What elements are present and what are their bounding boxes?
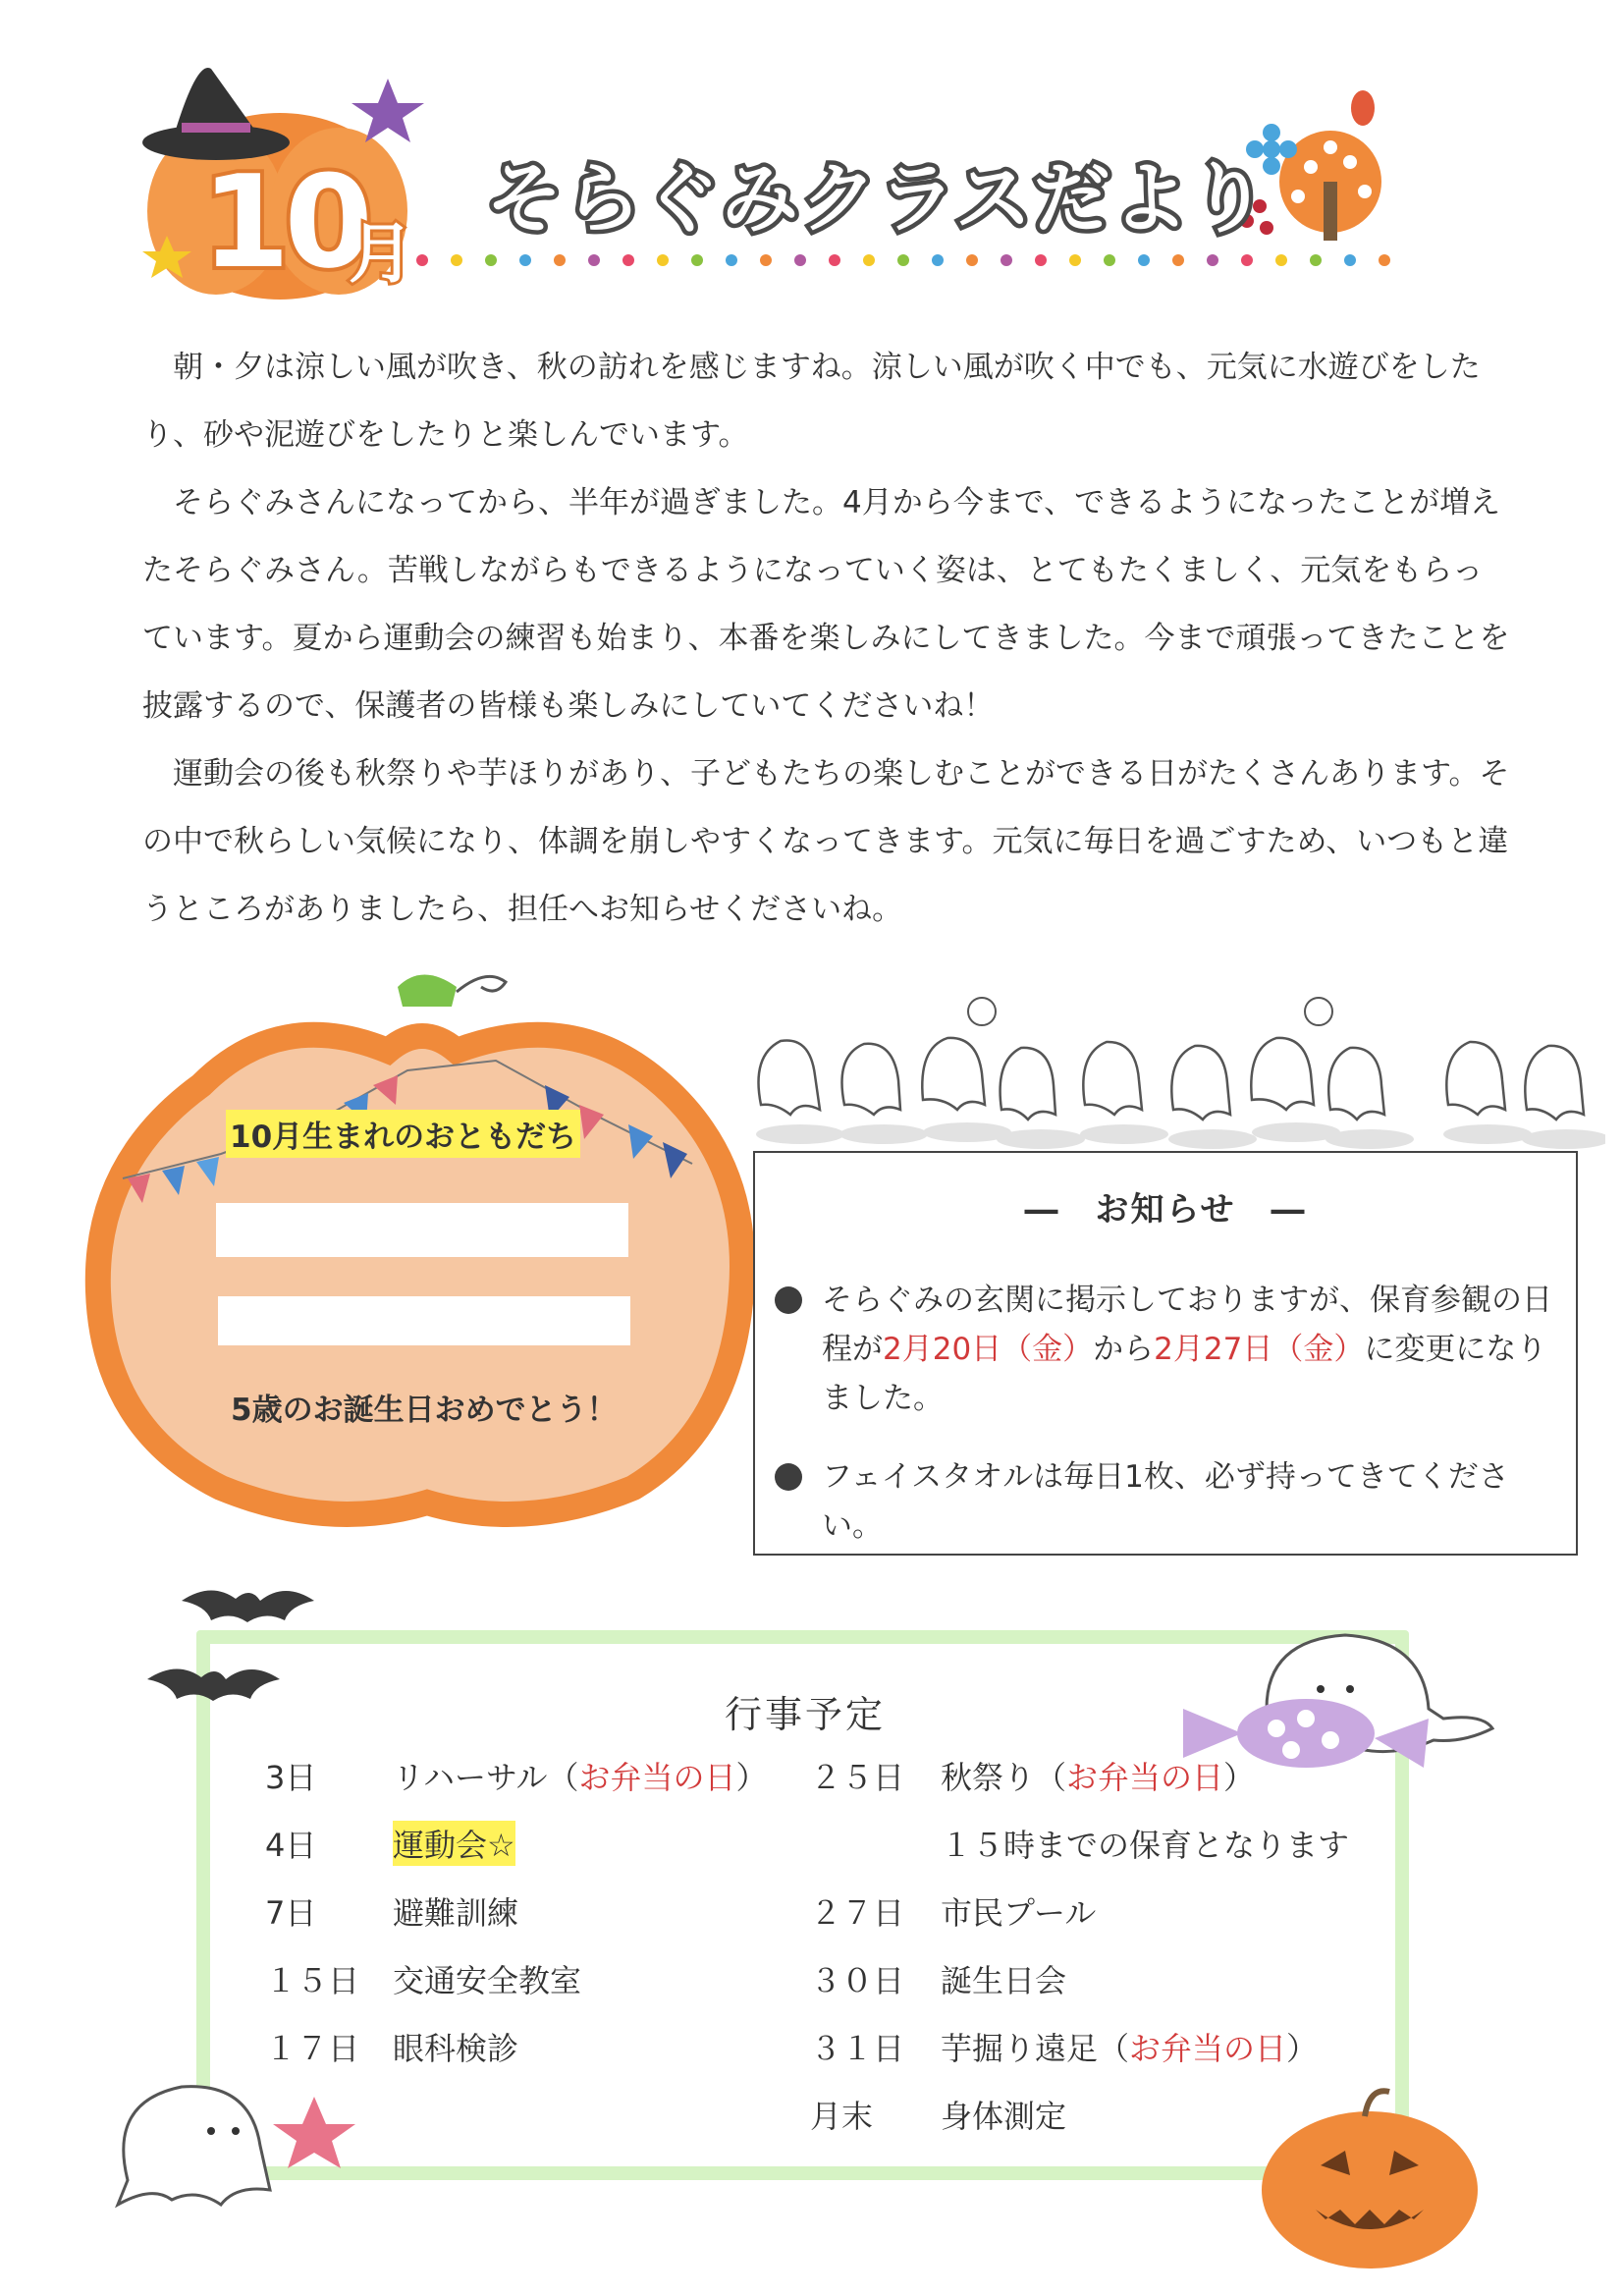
notice-item <box>775 1276 1560 1423</box>
dotted-line <box>416 254 1390 266</box>
notice-date: 2月27日（金） <box>1154 1332 1365 1367</box>
event-day: １５日 <box>265 1962 360 1999</box>
intro-paragraph: そらぐみさんになってから、半年が過ぎました。4月から今まで、できるようになったことが増えたそらぐみさん。苦戦しながらもできるようになっていく姿は、とてもたくましく、元気をもらっています。夏から運動会の練習も始まり、本番を楽しみにしてきました。今まで頑張ってきたことを披露するので、保護者の皆様も楽しみにしていてくださいね！ <box>142 485 1510 724</box>
leaf-icon <box>1351 90 1375 126</box>
event-text: 運動会☆ <box>393 1821 515 1866</box>
event-text: １５時までの保育となります <box>941 1827 1350 1864</box>
notice-item <box>775 1452 1560 1551</box>
intro-paragraph: 朝・夕は涼しい風が吹き、秋の訪れを感じますね。涼しい風が吹く中でも、元気に水遊びをしたり、砂や泥遊びをしたりと楽しんでいます。 <box>142 350 1481 453</box>
intro-paragraph: 運動会の後も秋祭りや芋ほりがあり、子どもたちの楽しむことができる日がたくさんあります。その中で秋らしい気候になり、体調を崩しやすくなってきます。元気に毎日を過ごすため、いつもと違うところがありましたら、担任へお知らせくださいね。 <box>142 756 1510 927</box>
event-day: ２７日 <box>810 1894 905 1932</box>
ghost-icon <box>1525 1046 1584 1120</box>
event-day: 7日 <box>265 1894 317 1932</box>
month-number: 10 <box>201 147 367 297</box>
jack-o-lantern-icon <box>1262 2091 1478 2269</box>
ghost-icon <box>1328 1048 1384 1120</box>
event-day: １７日 <box>265 2030 360 2067</box>
notice-box <box>753 1151 1578 1556</box>
schedule-decorations <box>0 1571 1623 2296</box>
bullet-icon <box>775 1286 802 1314</box>
ghost-icon <box>842 1044 901 1115</box>
pumpkin-frame <box>83 967 761 1547</box>
birthday-pumpkin <box>83 967 761 1547</box>
month-kanji: 月 <box>349 216 413 292</box>
event-text: 眼科検診 <box>393 2030 519 2067</box>
event-text: 身体測定 <box>941 2098 1067 2135</box>
event-text: 交通安全教室 <box>393 1962 582 1999</box>
event-text: リハーサル（お弁当の日） <box>393 1759 768 1796</box>
page-title: そらぐみクラスだより <box>486 155 1270 244</box>
ghost-icon <box>922 1038 985 1110</box>
ghost-icon <box>1001 1048 1055 1120</box>
event-day: 4日 <box>265 1827 317 1864</box>
event-text: 芋掘り遠足（お弁当の日） <box>941 2030 1319 2067</box>
notice-text: フェイスタオルは毎日1枚、必ず持ってきてください。 <box>822 1459 1509 1544</box>
notice-title: ― お知らせ ― <box>1024 1190 1307 1230</box>
notice-text: そらぐみの玄関に掲示しておりますが、保育参観の日程が <box>822 1283 1552 1367</box>
event-text: 秋祭り（お弁当の日） <box>941 1759 1256 1796</box>
header <box>0 0 1623 324</box>
schedule-title: 行事予定 <box>724 1693 886 1736</box>
event-text: 避難訓練 <box>393 1894 519 1932</box>
ghost-row <box>741 987 1605 1154</box>
birthday-label: 10月生まれのおともだち <box>226 1110 580 1158</box>
bullet-icon <box>775 1463 802 1491</box>
name-redaction <box>216 1203 628 1257</box>
star-icon <box>273 2097 355 2168</box>
bat-icon <box>182 1590 314 1622</box>
ghost-icon <box>1251 1038 1314 1110</box>
bat-icon <box>147 1668 280 1701</box>
ghost-icon <box>1083 1042 1142 1115</box>
ghost-icon <box>1171 1046 1230 1120</box>
ghost-icon <box>1446 1042 1505 1115</box>
birthday-message: 5歳のお誕生日おめでとう！ <box>231 1393 618 1428</box>
event-day: ３１日 <box>810 2030 905 2067</box>
name-redaction <box>218 1296 630 1345</box>
ghost-icon <box>118 2087 270 2205</box>
intro-text <box>142 334 1512 944</box>
notice-text: に変更になりました。 <box>822 1332 1547 1416</box>
event-day: 3日 <box>265 1759 317 1796</box>
notice-text: から <box>1093 1332 1155 1367</box>
event-day: ３０日 <box>810 1962 905 1999</box>
event-text: 市民プール <box>941 1894 1097 1932</box>
ghost-icon <box>759 1040 821 1115</box>
event-day: ２５日 <box>810 1759 905 1796</box>
notice-date: 2月20日（金） <box>883 1332 1094 1367</box>
thought-bubble-icon <box>968 998 996 1025</box>
thought-bubble-icon <box>1305 998 1332 1025</box>
event-day: 月末 <box>810 2098 874 2135</box>
event-text: 誕生日会 <box>941 1962 1067 1999</box>
